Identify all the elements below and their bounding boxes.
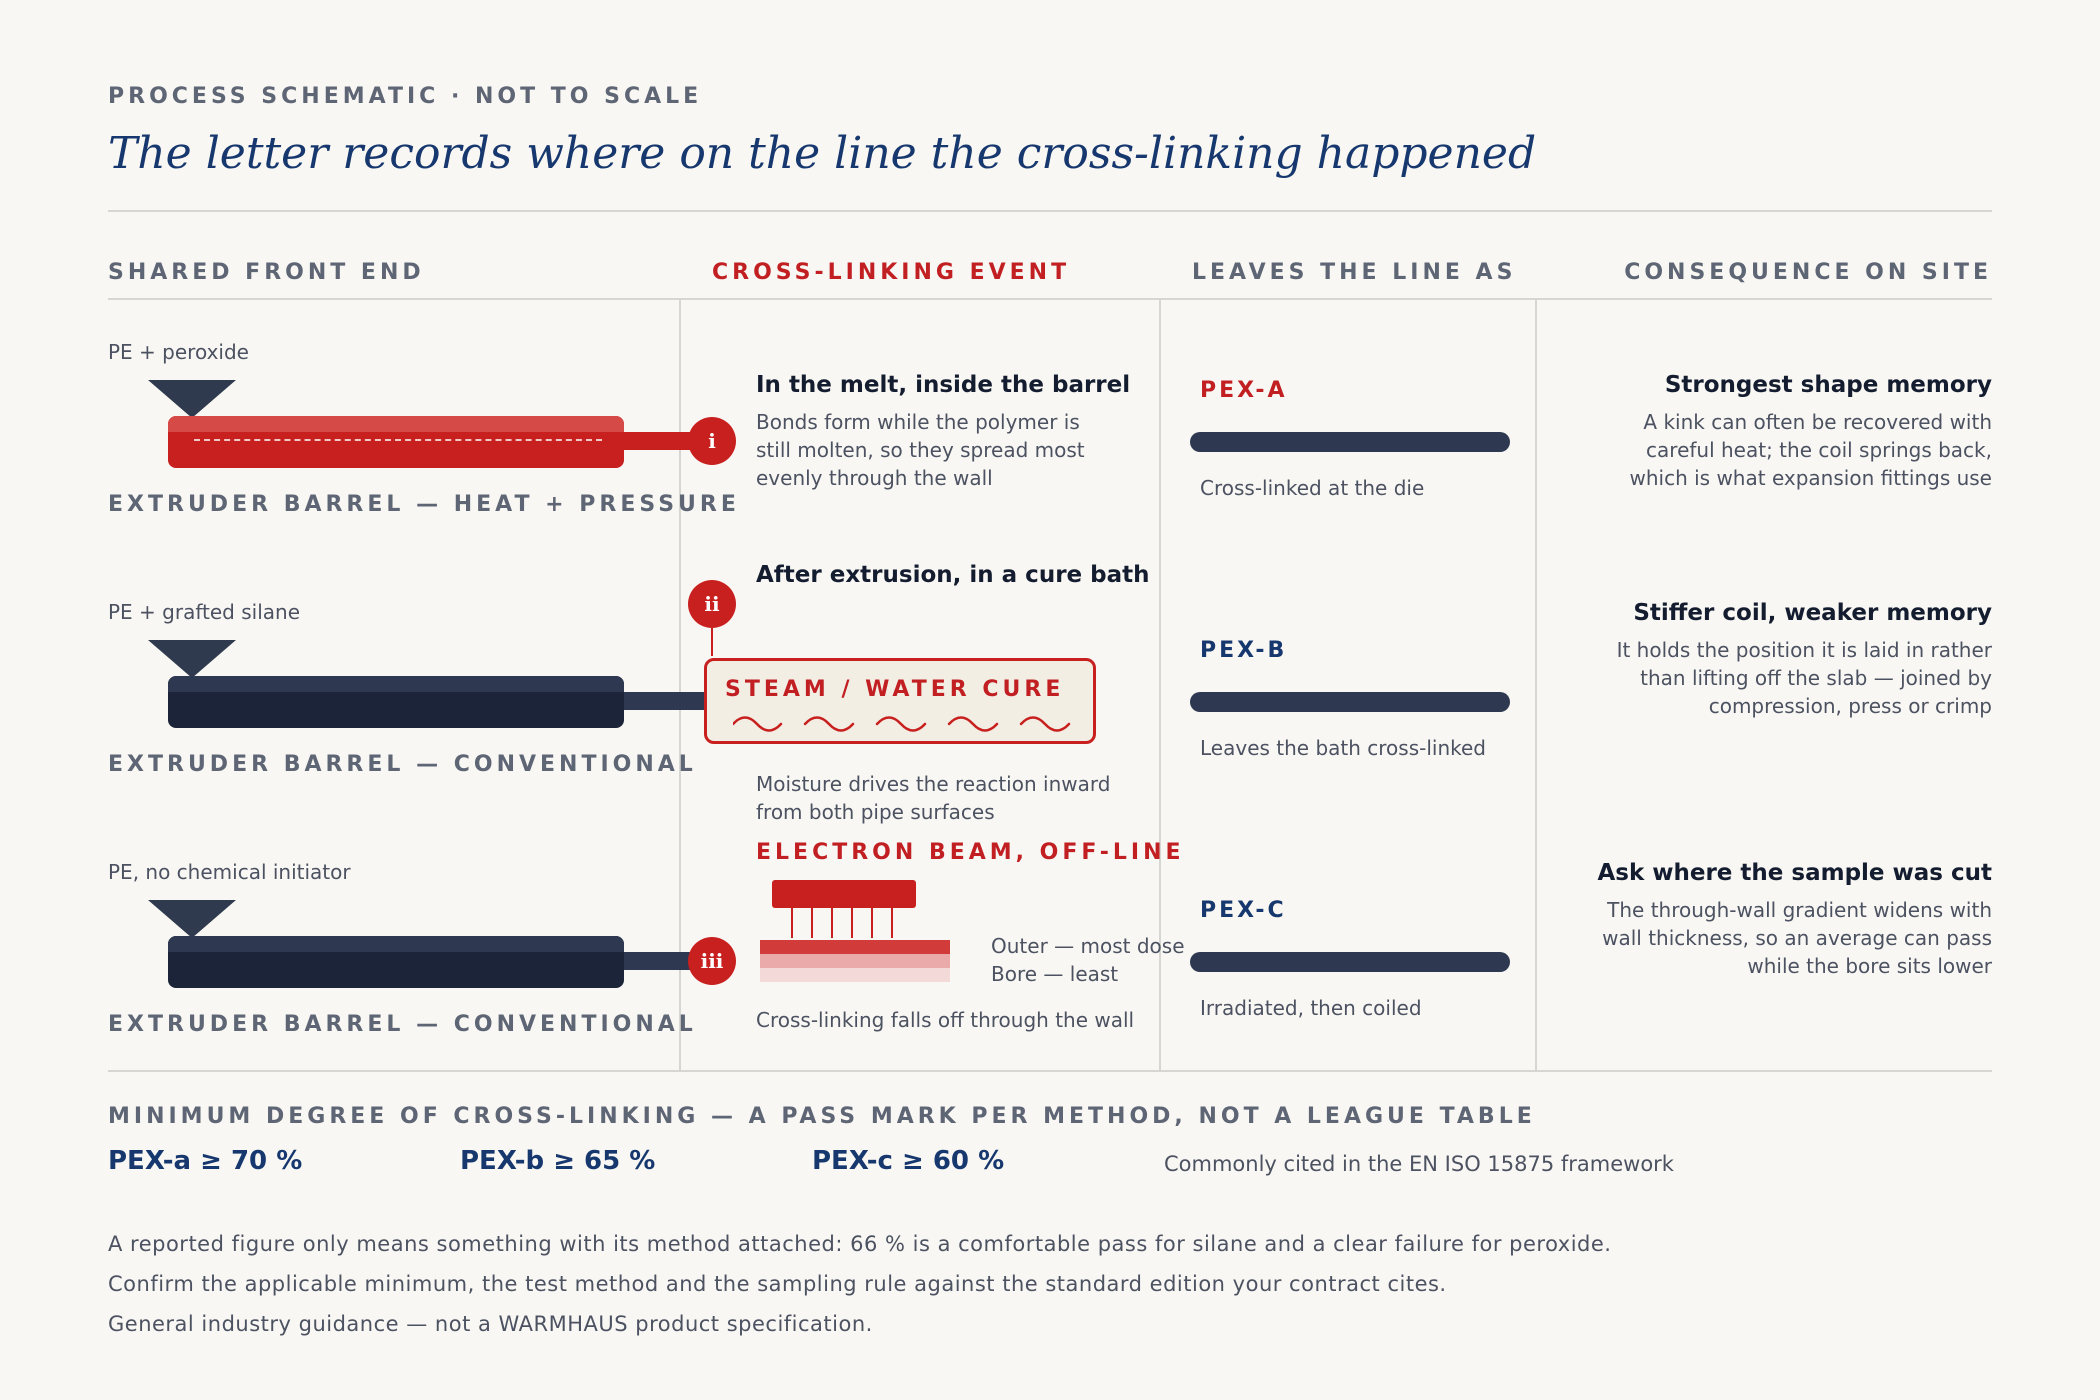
standard-note: Commonly cited in the EN ISO 15875 framework (1164, 1152, 1674, 1176)
pipe-note: Cross-linked at the die (1200, 476, 1425, 500)
feed-label: PE, no chemical initiator (108, 860, 351, 884)
pipe-graphic (1190, 432, 1510, 452)
column-header-front-end: SHARED FRONT END (108, 260, 425, 285)
column-header-leaves: LEAVES THE LINE AS (1192, 260, 1517, 285)
event-description: Moisture drives the reaction inward from both pipe surfaces (756, 772, 1111, 824)
page-title: The letter records where on the line the cross-linking happened (108, 128, 1537, 179)
event-title: In the melt, inside the barrel (756, 372, 1131, 398)
event-description: Bonds form while the polymer is still molten, so they spread most evenly through the wall (756, 410, 1085, 490)
minimum-pex-c: PEX-c ≥ 60 % (812, 1146, 1005, 1176)
hopper-icon (148, 380, 236, 418)
dose-bore-label: Bore — least (991, 962, 1119, 986)
barrel-label: EXTRUDER BARREL — CONVENTIONAL (108, 752, 697, 777)
water-waves-icon (733, 711, 1073, 737)
feed-label: PE + grafted silane (108, 600, 301, 624)
column-header-consequence: CONSEQUENCE ON SITE (1624, 260, 1992, 285)
marker-leader-line (711, 628, 713, 656)
feed-label: PE + peroxide (108, 340, 249, 364)
minimum-pex-b: PEX-b ≥ 65 % (460, 1146, 656, 1176)
die-connector (624, 692, 704, 710)
title-divider (108, 210, 1992, 212)
table-bottom-divider (108, 1070, 1992, 1072)
hopper-icon (148, 900, 236, 938)
event-title: ELECTRON BEAM, OFF-LINE (756, 840, 1185, 865)
pex-type-label: PEX-C (1200, 898, 1287, 923)
consequence-description: A kink can often be recovered with careful heat; the coil springs back, which is what expansion fittings use (1629, 410, 1992, 490)
extruder-barrel (168, 416, 624, 468)
event-marker: iii (688, 937, 736, 985)
consequence-description: It holds the position it is laid in rather than lifting off the slab — joined by compression, press or crimp (1616, 638, 1992, 718)
pex-type-label: PEX-B (1200, 638, 1288, 663)
electron-beam-icon (758, 878, 952, 984)
pex-type-label: PEX-A (1200, 378, 1288, 403)
barrel-label: EXTRUDER BARREL — HEAT + PRESSURE (108, 492, 740, 517)
footer-note-2: Confirm the applicable minimum, the test method and the sampling rule against the standard edition your contract cites. (108, 1272, 1447, 1296)
hopper-icon (148, 640, 236, 678)
minimum-heading: MINIMUM DEGREE OF CROSS-LINKING — A PASS MARK PER METHOD, NOT A LEAGUE TABLE (108, 1104, 1536, 1129)
minimum-pex-a: PEX-a ≥ 70 % (108, 1146, 303, 1176)
footer-note-1: A reported figure only means something with its method attached: 66 % is a comfortable pass for silane and a clear failure for peroxide. (108, 1232, 1612, 1256)
pipe-note: Irradiated, then coiled (1200, 996, 1422, 1020)
column-divider-3 (1535, 299, 1537, 1071)
event-marker: ii (688, 580, 736, 628)
footer-note-3: General industry guidance — not a WARMHAUS product specification. (108, 1312, 873, 1336)
event-marker: i (688, 417, 736, 465)
cure-bath-label: STEAM / WATER CURE (725, 677, 1065, 702)
extruder-barrel (168, 936, 624, 988)
header-divider (108, 298, 1992, 300)
eyebrow-label: PROCESS SCHEMATIC · NOT TO SCALE (108, 84, 703, 109)
consequence-title: Strongest shape memory (1664, 372, 1992, 398)
consequence-title: Ask where the sample was cut (1597, 860, 1992, 886)
pipe-graphic (1190, 692, 1510, 712)
event-title: After extrusion, in a cure bath (756, 562, 1150, 588)
pipe-note: Leaves the bath cross-linked (1200, 736, 1487, 760)
extruder-barrel (168, 676, 624, 728)
pipe-graphic (1190, 952, 1510, 972)
die-connector (624, 952, 696, 970)
consequence-description: The through-wall gradient widens with wall thickness, so an average can pass while the bore sits lower (1602, 898, 1992, 978)
barrel-label: EXTRUDER BARREL — CONVENTIONAL (108, 1012, 697, 1037)
consequence-title: Stiffer coil, weaker memory (1633, 600, 1992, 626)
cure-bath-box (704, 658, 1096, 744)
column-header-event: CROSS-LINKING EVENT (712, 260, 1071, 285)
event-description: Cross-linking falls off through the wall (756, 1008, 1135, 1032)
die-connector (624, 432, 696, 450)
dose-outer-label: Outer — most dose (991, 934, 1185, 958)
